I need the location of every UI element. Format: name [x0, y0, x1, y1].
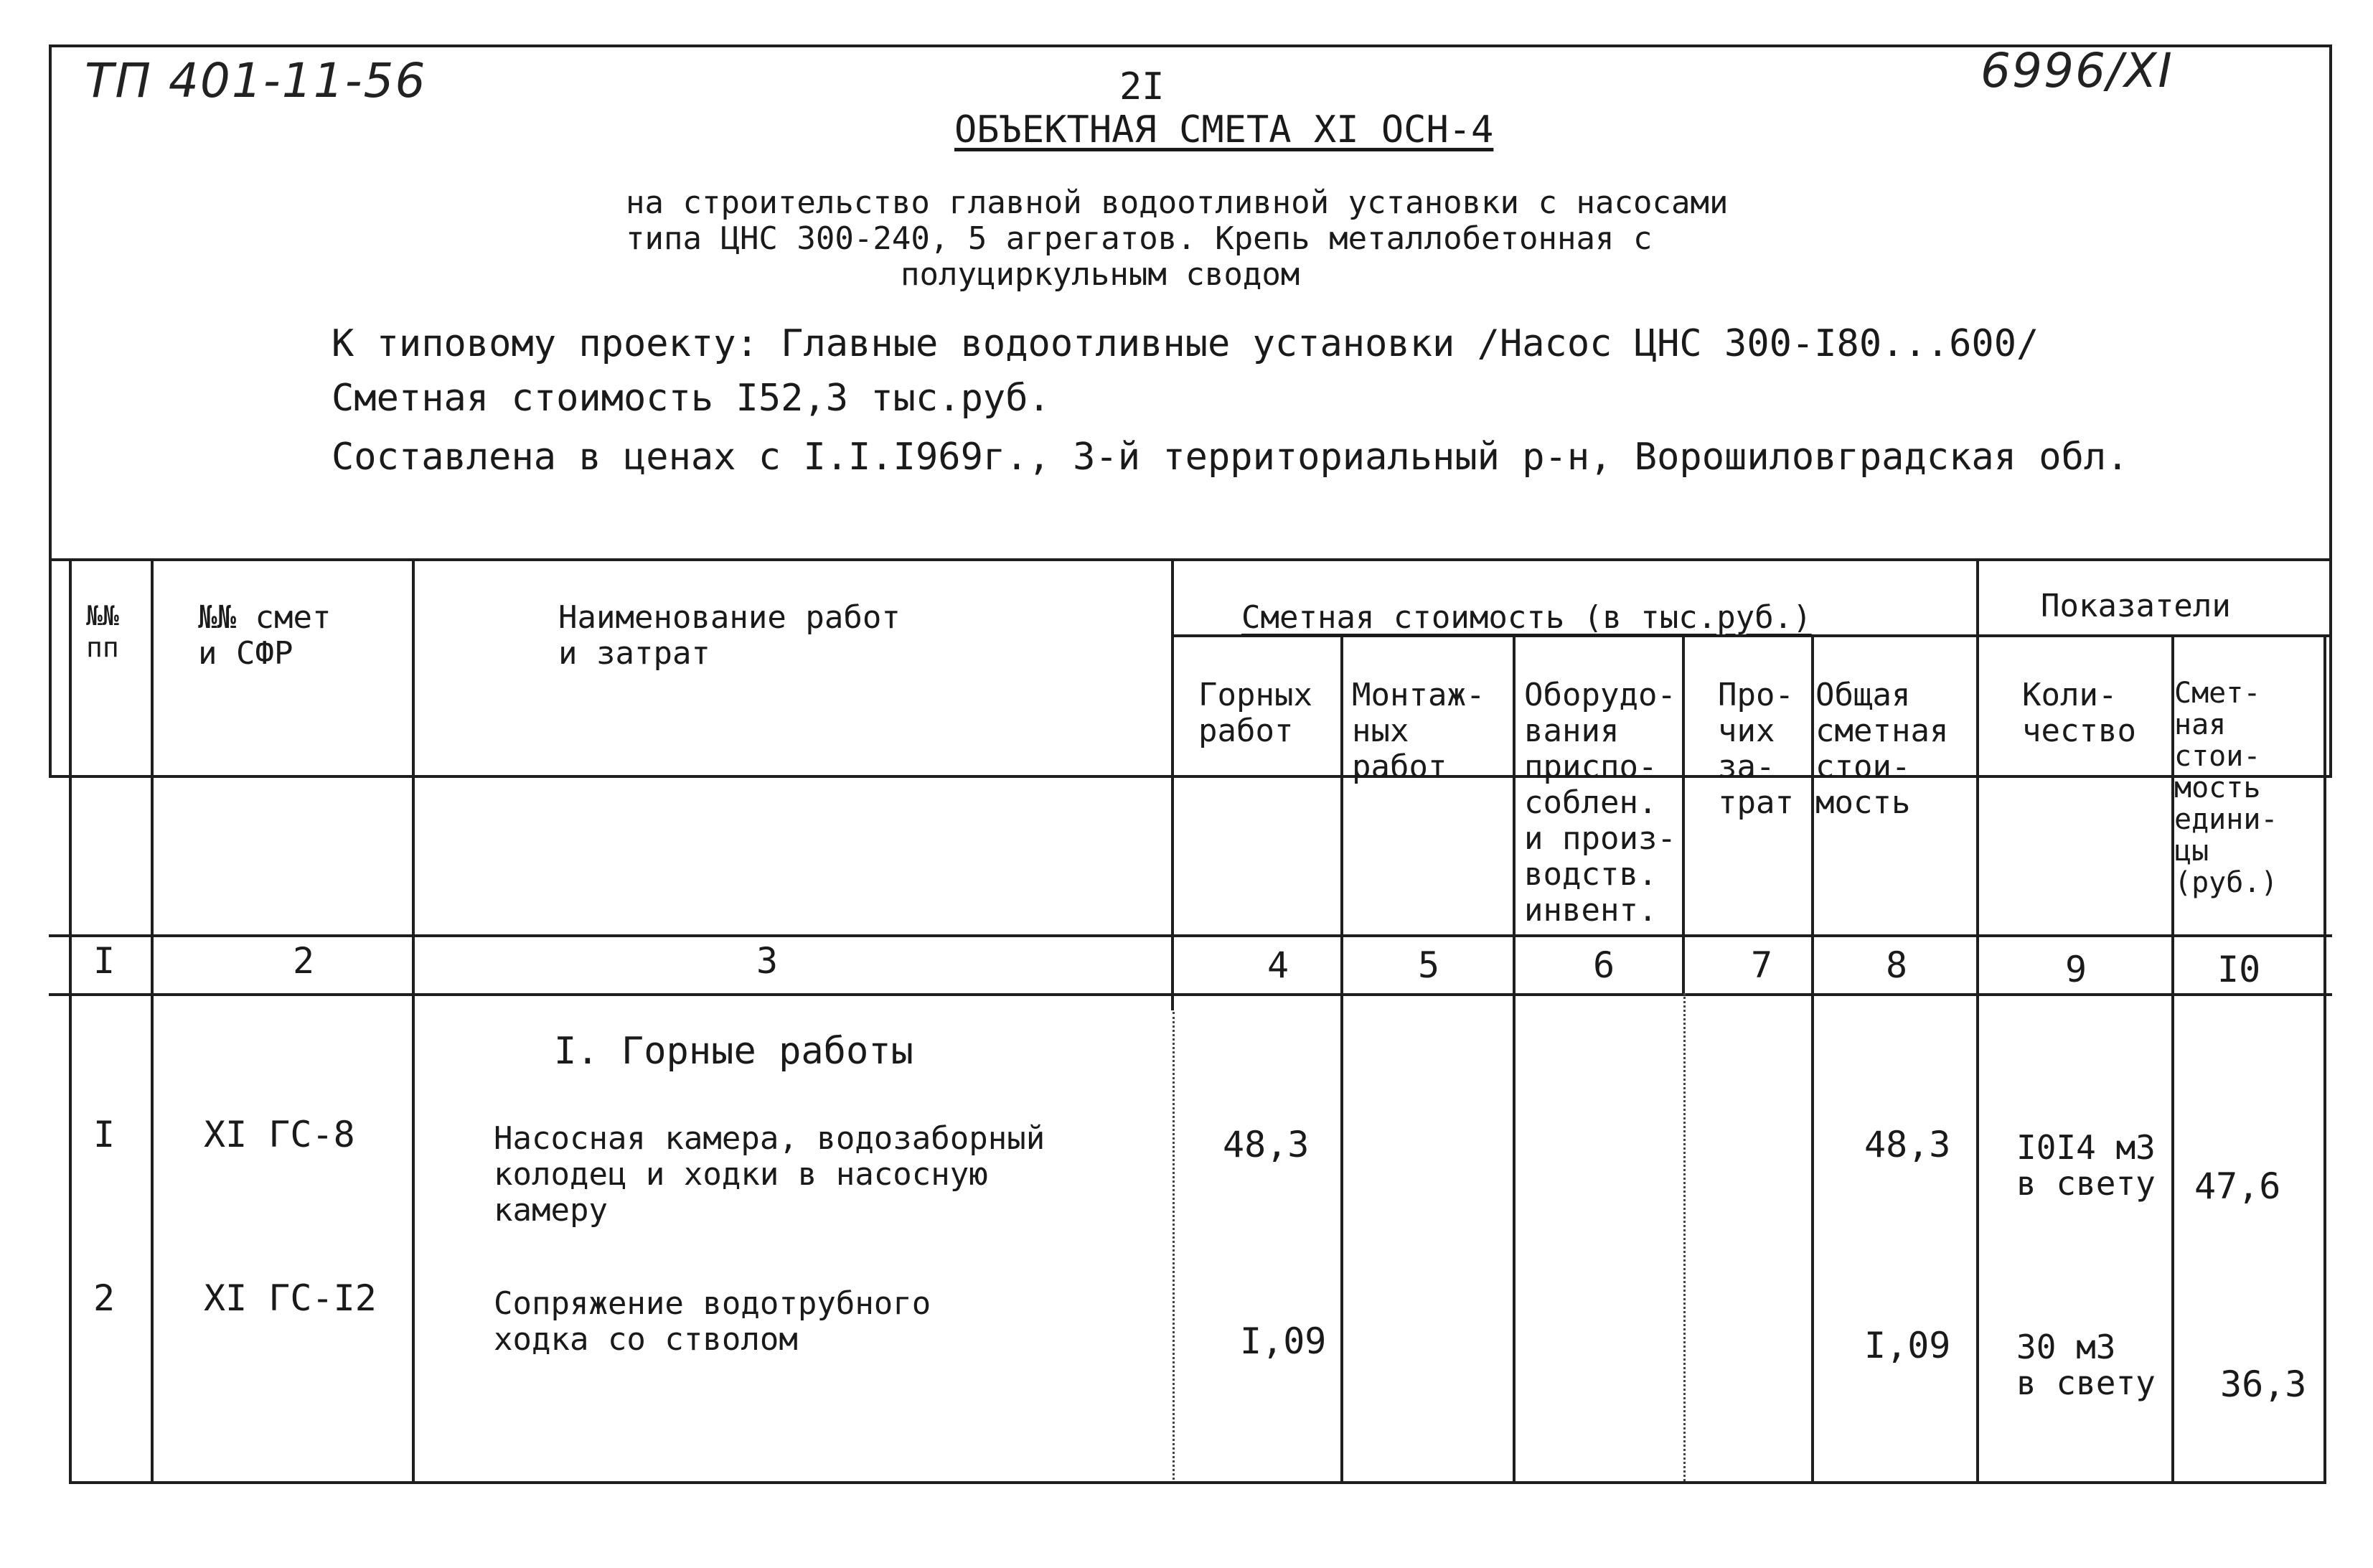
column-number-6: 6 [1593, 944, 1615, 986]
document-code-left: ТП 401-11-56 [85, 53, 427, 108]
column-number-2: 2 [293, 940, 315, 982]
col-divider-5 [1513, 634, 1516, 1481]
table-right-line [2323, 634, 2326, 1483]
header-total-cost: Общая сметная стои- мость [1815, 677, 1949, 821]
estimated-cost: Сметная стоимость I52,3 тыс.руб. [332, 377, 1051, 420]
project-reference: К типовому проекту: Главные водоотливные установки /Насос ЦНС 300-I80...600/ [332, 322, 2039, 365]
col-divider-8 [1976, 558, 1979, 1483]
quantity: 30 м3 в свету [2016, 1328, 2156, 1402]
column-number-8: 8 [1886, 944, 1908, 986]
column-number-7: 7 [1751, 944, 1773, 986]
header-mining-works: Горных работ [1198, 677, 1312, 749]
column-number-1: I [93, 940, 116, 982]
column-number-9: 9 [2065, 949, 2087, 990]
total-cost: 48,3 [1864, 1124, 1951, 1165]
header-unit-cost: Смет- ная стои- мость едини- цы (руб.) [2174, 677, 2278, 899]
header-separator-line [49, 558, 2332, 561]
col-divider-7 [1811, 634, 1814, 1481]
column-number-4: 4 [1267, 944, 1289, 986]
unit-cost: 47,6 [2194, 1165, 2281, 1207]
table-bottom-line [69, 1481, 2326, 1484]
header-equipment: Оборудо- вания приспо- соблен. и произ- водств. инвент. [1524, 677, 1676, 929]
column-number-5: 5 [1418, 944, 1440, 986]
col-divider-6-dotted [1683, 993, 1686, 1481]
col-divider-2 [412, 558, 415, 1483]
column-number-10: I0 [2217, 949, 2261, 990]
estimate-code: XI ГС-8 [204, 1114, 355, 1155]
column-number-3: 3 [756, 940, 779, 982]
document-code-right: 6996/XI [1980, 43, 2174, 98]
mining-cost: I,09 [1240, 1320, 1327, 1362]
header-cost-group: Сметная стоимость (в тыс.руб.) [1241, 599, 1812, 636]
column-number-top-line [49, 934, 2332, 937]
header-row-number: №№ пп [86, 600, 119, 663]
header-indicators-group: Показатели [2041, 588, 2231, 624]
page-number: 2I [1119, 65, 1165, 108]
price-basis: Составлена в ценах с I.I.I969г., 3-й территориальный р-н, Ворошиловградская обл. [332, 436, 2129, 479]
header-estimate-number: №№ смет и СФР [198, 599, 332, 672]
col-divider-4 [1340, 634, 1343, 1481]
section-title: I. Горные работы [554, 1030, 913, 1073]
quantity: I0I4 м3 в свету [2016, 1128, 2156, 1203]
estimate-code: XI ГС-I2 [204, 1277, 377, 1319]
header-quantity: Коли- чество [2022, 677, 2136, 749]
header-work-name: Наименование работ и затрат [558, 599, 901, 672]
row-number: 2 [93, 1277, 116, 1319]
col-divider-6 [1682, 634, 1685, 993]
mining-cost: 48,3 [1223, 1124, 1310, 1165]
total-cost: I,09 [1864, 1325, 1951, 1366]
work-name: Насосная камера, водозаборный колодец и ходки в насосную камеру [494, 1120, 1045, 1229]
table-left-line [69, 558, 72, 1483]
subtitle-line-1: на строительство главной водоотливной установки с насосами [626, 184, 1729, 221]
header-other-costs: Про- чих за- трат [1718, 677, 1794, 821]
subtitle-line-2: типа ЦНС 300-240, 5 агрегатов. Крепь металлобетонная с [626, 220, 1653, 257]
col-divider-1 [151, 558, 154, 1483]
column-number-bottom-line [49, 993, 2332, 996]
col-divider-3-dotted [1173, 1012, 1175, 1480]
row-number: I [93, 1114, 116, 1155]
document-title: ОБЪЕКТНАЯ СМЕТА XI ОСН-4 [954, 108, 1494, 151]
col-divider-3 [1171, 558, 1174, 1010]
subtitle-line-3: полуциркульным сводом [901, 256, 1300, 293]
header-installation-works: Монтаж- ных работ [1352, 677, 1485, 785]
work-name: Сопряжение водотрубного ходка со стволом [494, 1285, 931, 1358]
unit-cost: 36,3 [2220, 1363, 2307, 1405]
